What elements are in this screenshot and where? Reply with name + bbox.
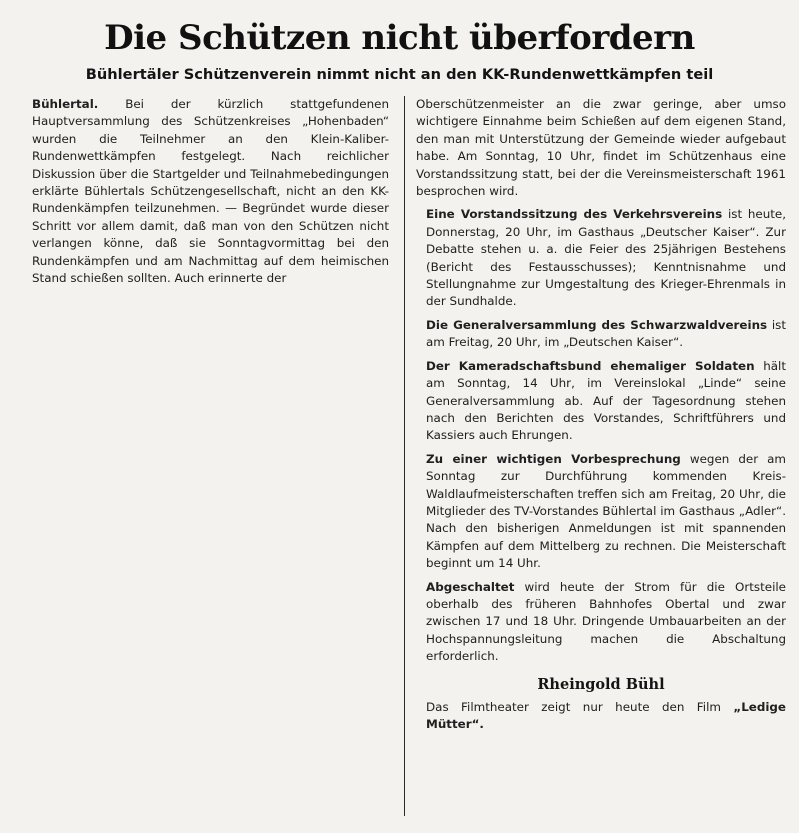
notice-lead: Zu einer wichtigen Vorbesprechung [426,451,681,466]
notice-lead: Der Kameradschaftsbund ehemaliger Soldaten [426,358,755,373]
notice-lead: Die Generalversammlung des Schwarzwaldvereins [426,317,768,332]
dateline: Bühlertal. [32,97,99,111]
notice-kameradschaftsbund [416,358,786,445]
subheadline: Bühlertäler Schützenverein nimmt nicht an den KK-Rundenwettkämpfen teil [85,66,714,83]
article-body [32,96,389,287]
notice-text: ist am Freitag, 20 Uhr, im „Deutschen Kaiser“. [426,317,786,350]
notice-text: wird heute der Strom für die Ortsteile oberhalb des früheren Bahnhofes Obertal und zwar zwischen 17 und 18 Uhr. Dringende Umbauarbeiten an der Hochspannungsleitung machen die Abschaltung erforderlich. [426,579,786,664]
notice-abgeschaltet [416,579,786,666]
film-title: „Ledige Mütter“. [426,700,786,732]
article-continuation: Oberschützenmeister an die zwar geringe, aber umso wichtigere Einnahme beim Schießen auf dem eigenen Stand, den man mit Unterstützung der Gemeinde wieder aufgebaut habe. Am Sonntag, 10 Uhr, findet im Schützenhaus eine Vorstandssitzung statt, bei der die Vereinsmeisterschaft 1961 besprochen wird. [416,97,786,199]
column-rule [404,96,405,816]
notice-text: wegen der am Sonntag zur Durchführung kommenden Kreis-Waldlaufmeisterschaften treffen sich am Freitag, 20 Uhr, die Mitglieder des TV-Vorstandes Bühlertal im Gasthaus „Adler“. Nach den bisherigen Anmeldungen ist mit spannenden Kämpfen auf dem Mittelberg zu rechnen. Die Meisterschaft beginnt um 14 Uhr. [426,451,786,571]
article-text: Bei der kürzlich stattgefundenen Hauptversammlung des Schützenkreises „Hohenbaden“ wurden die Teilnehmer an den Klein-Kaliber-Rundenwettkämpfen festgelegt. Nach reichlicher Diskussion über die Startgelder und Teilnahmebedingungen erklärte Bühlertals Schützengesellschaft, nicht an den KK-Rundenkämpfen teilzunehmen. — Begründet wurde dieser Schritt vor allem damit, daß man von den Schützen nicht verlangen könne, daß sie Sonntagvormittag bei den Rundenkämpfen und am Nachmittag auf dem heimischen Stand schießen sollten. Auch erinnerte der [32,97,390,286]
notice-lead: Eine Vorstandssitzung des Verkehrsvereins [426,207,723,222]
notice-text: hält am Sonntag, 14 Uhr, im Vereinslokal „Linde“ seine Generalversammlung ab. Auf der Tagesordnung stehen nach den Berichten des Vorstandes, Schriftführers und Kassiers auch Ehrungen. [426,358,786,443]
notice-verkehrsverein [416,206,786,310]
right-column [416,96,786,740]
notice-text: ist heute, Donnerstag, 20 Uhr, im Gasthaus „Deutscher Kaiser“. Zur Debatte stehen u. a. die Feier des 25jährigen Bestehens (Bericht des Festausschusses); Kenntnisnahme und Stellungnahme zur Umgestaltung des Krieger-Ehrenmals in der Sundhalde. [426,207,787,309]
notice-schwarzwaldverein [416,317,786,352]
notice-lead: Abgeschaltet [426,579,515,594]
left-column [32,96,389,293]
notice-vorbesprechung [416,451,786,573]
headline: Die Schützen nicht überfordern [104,18,695,58]
cinema-text: Das Filmtheater zeigt nur heute den Film [426,700,734,714]
cinema-title: Rheingold Bühl [537,675,665,693]
cinema-notice [416,699,786,734]
